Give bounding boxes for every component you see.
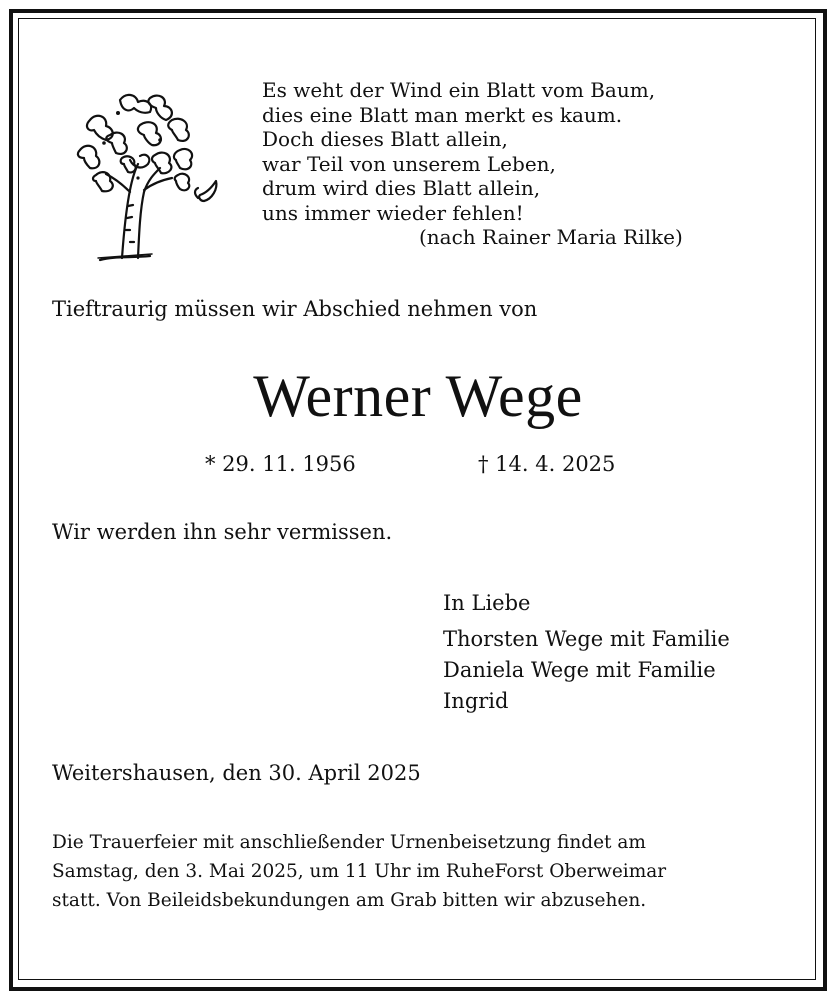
poem-line: uns immer wieder fehlen! bbox=[262, 200, 524, 225]
mourner-name: Ingrid bbox=[443, 689, 509, 713]
poem-line: war Teil von unserem Leben, bbox=[262, 151, 556, 176]
birth-date: * 29. 11. 1956 bbox=[205, 452, 356, 476]
poem-line: dies eine Blatt man merkt es kaum. bbox=[262, 102, 623, 127]
mourners-block bbox=[443, 588, 730, 717]
mourners-greeting: In Liebe bbox=[443, 591, 531, 615]
place-date: Weitershausen, den 30. April 2025 bbox=[52, 761, 421, 785]
funeral-notice bbox=[52, 828, 792, 915]
statement-text: Wir werden ihn sehr vermissen. bbox=[52, 520, 393, 544]
tree-icon bbox=[60, 80, 225, 270]
poem-source: (nach Rainer Maria Rilke) bbox=[419, 225, 683, 249]
mourner-name: Thorsten Wege mit Familie bbox=[443, 627, 730, 651]
mourner-name: Daniela Wege mit Familie bbox=[443, 658, 716, 682]
intro-text: Tieftraurig müssen wir Abschied nehmen von bbox=[52, 297, 538, 321]
poem-line: Doch dieses Blatt allein, bbox=[262, 127, 508, 151]
poem-line: drum wird dies Blatt allein, bbox=[262, 176, 541, 200]
poem-line: Es weht der Wind ein Blatt vom Baum, bbox=[262, 78, 656, 102]
notice-line: Die Trauerfeier mit anschließender Urnenbeisetzung findet am bbox=[52, 832, 646, 853]
notice-line: Samstag, den 3. Mai 2025, um 11 Uhr im RuheForst Oberweimar bbox=[52, 861, 667, 882]
deceased-name: Werner Wege bbox=[253, 363, 583, 429]
notice-line: statt. Von Beileidsbekundungen am Grab bitten wir abzusehen. bbox=[52, 890, 647, 911]
poem bbox=[262, 78, 722, 250]
death-date: † 14. 4. 2025 bbox=[478, 452, 616, 476]
